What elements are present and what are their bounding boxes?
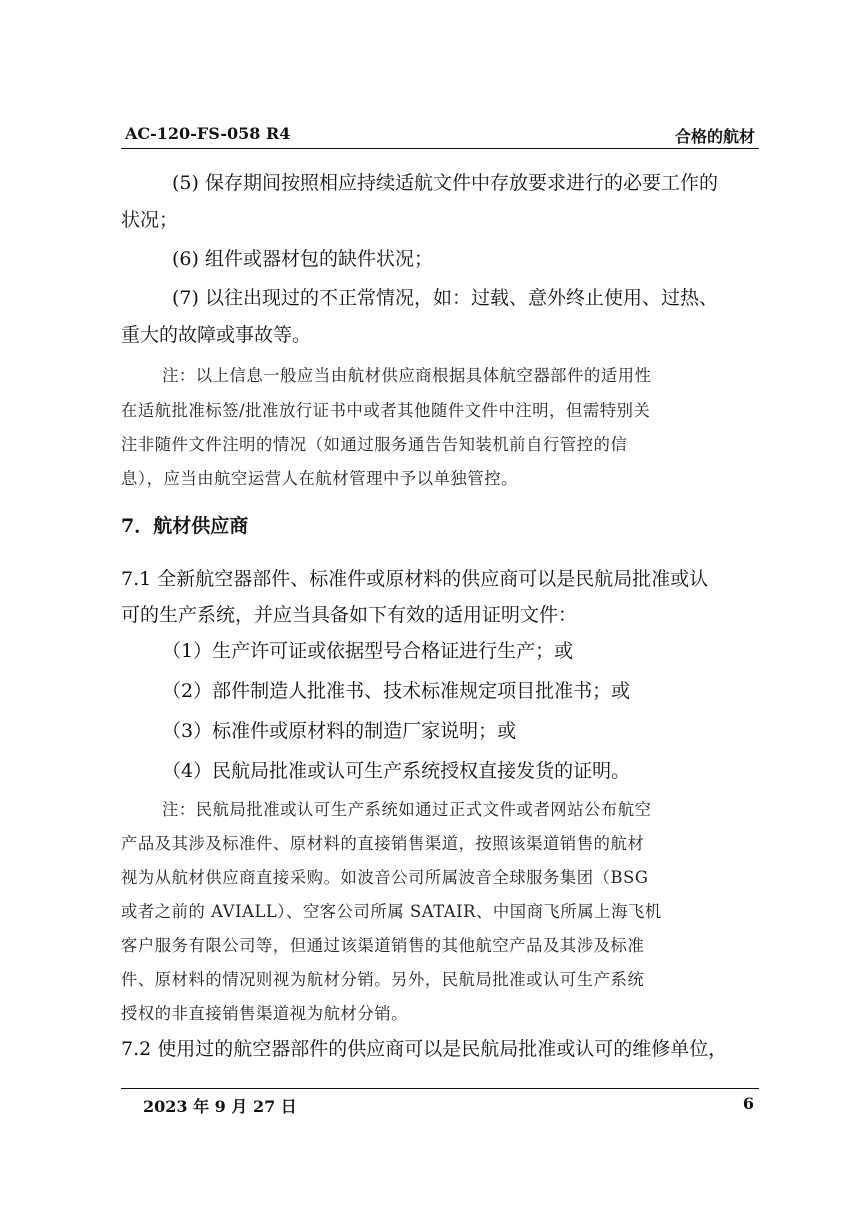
page-number: 6 [742,1094,754,1113]
section-7-1-line-2: 可的生产系统，并应当具备如下有效的适用证明文件： [121,604,578,626]
footer-date: 2023 年 9 月 27 日 [143,1097,297,1116]
section-7-1-line-1: 7.1 全新航空器部件、标准件或原材料的供应商可以是民航局批准或认 [121,568,709,590]
paragraph-item-6: (6) 组件或器材包的缺件状况； [172,248,433,270]
note-1-line-2: 在适航批准标签/批准放行证书中或者其他随件文件中注明，但需特别关 [121,401,651,420]
note-2-line-1: 注：民航局批准或认可生产系统如通过正式文件或者网站公布航空 [162,800,652,819]
note-1-line-1: 注：以上信息一般应当由航材供应商根据具体航空器部件的适用性 [162,366,652,385]
note-2-line-2: 产品及其涉及标准件、原材料的直接销售渠道，按照该渠道销售的航材 [121,834,645,853]
note-2-line-5: 客户服务有限公司等，但通过该渠道销售的其他航空产品及其涉及标准 [121,936,645,955]
document-id: AC-120-FS-058 R4 [125,124,291,143]
note-1-line-3: 注非随件文件注明的情况（如通过服务通告告知装机前自行管控的信 [121,435,628,454]
paragraph-item-7-cont: 重大的故障或事故等。 [121,324,312,346]
note-2-line-3: 视为从航材供应商直接采购。如波音公司所属波音全球服务集团（BSG [121,868,649,887]
paragraph-item-5: (5) 保存期间按照相应持续适航文件中存放要求进行的必要工作的 [172,172,718,194]
list-item-1: （1）生产许可证或依据型号合格证进行生产；或 [162,640,574,662]
note-2-line-4: 或者之前的 AVIALL）、空客公司所属 SATAIR、中国商飞所属上海飞机 [121,902,662,921]
note-1-line-4: 息），应当由航空运营人在航材管理中予以单独管控。 [121,469,519,488]
paragraph-item-5-cont: 状况； [121,209,179,231]
paragraph-item-7: (7) 以往出现过的不正常情况，如：过载、意外终止使用、过热、 [172,287,718,309]
footer-rule [121,1088,759,1089]
section-title: 合格的航材 [674,127,755,146]
note-2-line-7: 授权的非直接销售渠道视为航材分销。 [121,1004,408,1023]
note-2-line-6: 件、原材料的情况则视为航材分销。另外，民航局批准或认可生产系统 [121,970,645,989]
header-rule [121,148,759,149]
list-item-4: （4）民航局批准或认可生产系统授权直接发货的证明。 [162,760,631,782]
page-header [121,120,759,146]
section-7-2-line-1: 7.2 使用过的航空器部件的供应商可以是民航局批准或认可的维修单位， [121,1038,728,1060]
list-item-2: （2）部件制造人批准书、技术标准规定项目批准书；或 [162,680,631,702]
section-7-heading: 7．航材供应商 [121,515,249,537]
list-item-3: （3）标准件或原材料的制造厂家说明；或 [162,720,517,742]
